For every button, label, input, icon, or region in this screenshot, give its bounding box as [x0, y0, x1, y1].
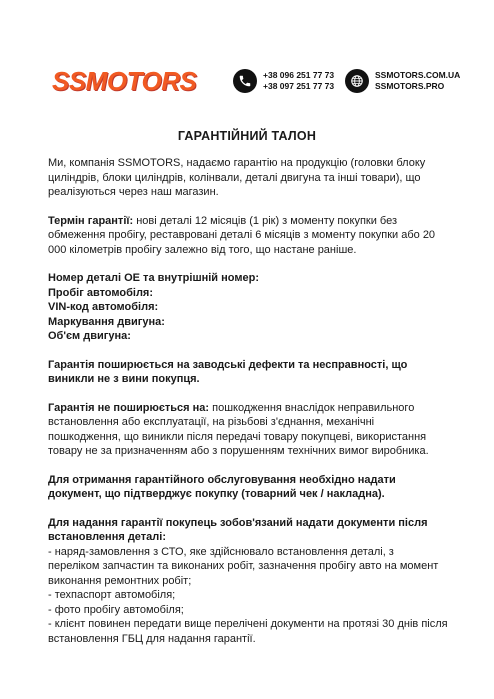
phone-contact	[233, 68, 343, 98]
list-item: - клієнт повинен передати вище перелічені документи на протязі 30 днів після встановлення ГБЦ для надання гарантії.	[48, 618, 448, 645]
header	[0, 62, 494, 102]
page-title: ГАРАНТІЙНИЙ ТАЛОН	[177, 129, 317, 143]
documents-list	[48, 545, 448, 647]
documents-label: Для надання гарантії покупець зобов'язаний надати документи після встановлення деталі:	[48, 516, 428, 544]
intro-paragraph: Ми, компанія SSMOTORS, надаємо гарантію на продукцію (головки блоку циліндрів, блоки циліндрів, колінвали, деталі двигуна та інші товари), що реалізуються через наш магазин.	[48, 157, 426, 199]
field-engine-volume: Об'єм двигуна:	[48, 330, 131, 343]
website-link-2[interactable]: SSMOTORS.PRO	[375, 80, 445, 91]
documents-section	[48, 516, 448, 647]
service-document-paragraph: Для отримання гарантійного обслуговування необхідно надати документ, що підтверджує покупку (товарний чек / накладна).	[48, 473, 396, 501]
website-contact	[345, 68, 485, 98]
warranty-term-paragraph	[48, 214, 448, 258]
info-fields	[48, 271, 448, 344]
field-engine-marking: Маркування двигуна:	[48, 315, 165, 328]
phone-icon	[233, 69, 257, 93]
exclusions-paragraph	[48, 401, 448, 459]
document-body	[48, 156, 448, 646]
phone-number-2[interactable]: +38 097 251 77 73	[263, 80, 335, 91]
website-link-1[interactable]: SSMOTORS.COM.UA	[375, 70, 461, 80]
field-oe-number: Номер деталі ОЕ та внутрішній номер:	[48, 272, 259, 285]
list-item: - техпаспорт автомобіля;	[48, 589, 176, 602]
ssmotors-logo: SSMOTORS	[52, 66, 197, 96]
warranty-term-text: нові деталі 12 місяців (1 рік) з моменту покупки без обмеження пробігу, реставровані деталі 6 місяців з моменту покупки або 20 000 кілометрів пробігу залежно від того, що настане раніше.	[48, 214, 436, 256]
field-vin: VIN-код автомобіля:	[48, 301, 159, 314]
exclusions-text: пошкодження внаслідок неправильного встановлення або експлуатації, на різьбові з'єднання, механічні пошкодження, що виникли після передачі товару покупцеві, використання товару не за призначенням або з порушенням технічних вимог виробника.	[48, 401, 429, 458]
phone-numbers	[263, 70, 334, 91]
field-mileage: Пробіг автомобіля:	[48, 286, 154, 299]
globe-icon	[345, 69, 369, 93]
list-item: - фото пробігу автомобіля;	[48, 603, 184, 616]
exclusions-label: Гарантія не поширюється на:	[48, 401, 210, 414]
list-item: - наряд-замовлення з СТО, яке здійснювало встановлення деталі, з переліком запчастин та виконаних робіт, зазначення пробігу авто на момент виконання ремонтних робіт;	[48, 545, 439, 587]
warranty-term-label: Термін гарантії:	[48, 214, 134, 227]
coverage-paragraph: Гарантія поширюється на заводські дефекти та несправності, що виникли не з вини покупця.	[48, 358, 408, 386]
phone-number-1[interactable]: +38 096 251 77 73	[263, 70, 335, 80]
website-links	[375, 70, 460, 91]
